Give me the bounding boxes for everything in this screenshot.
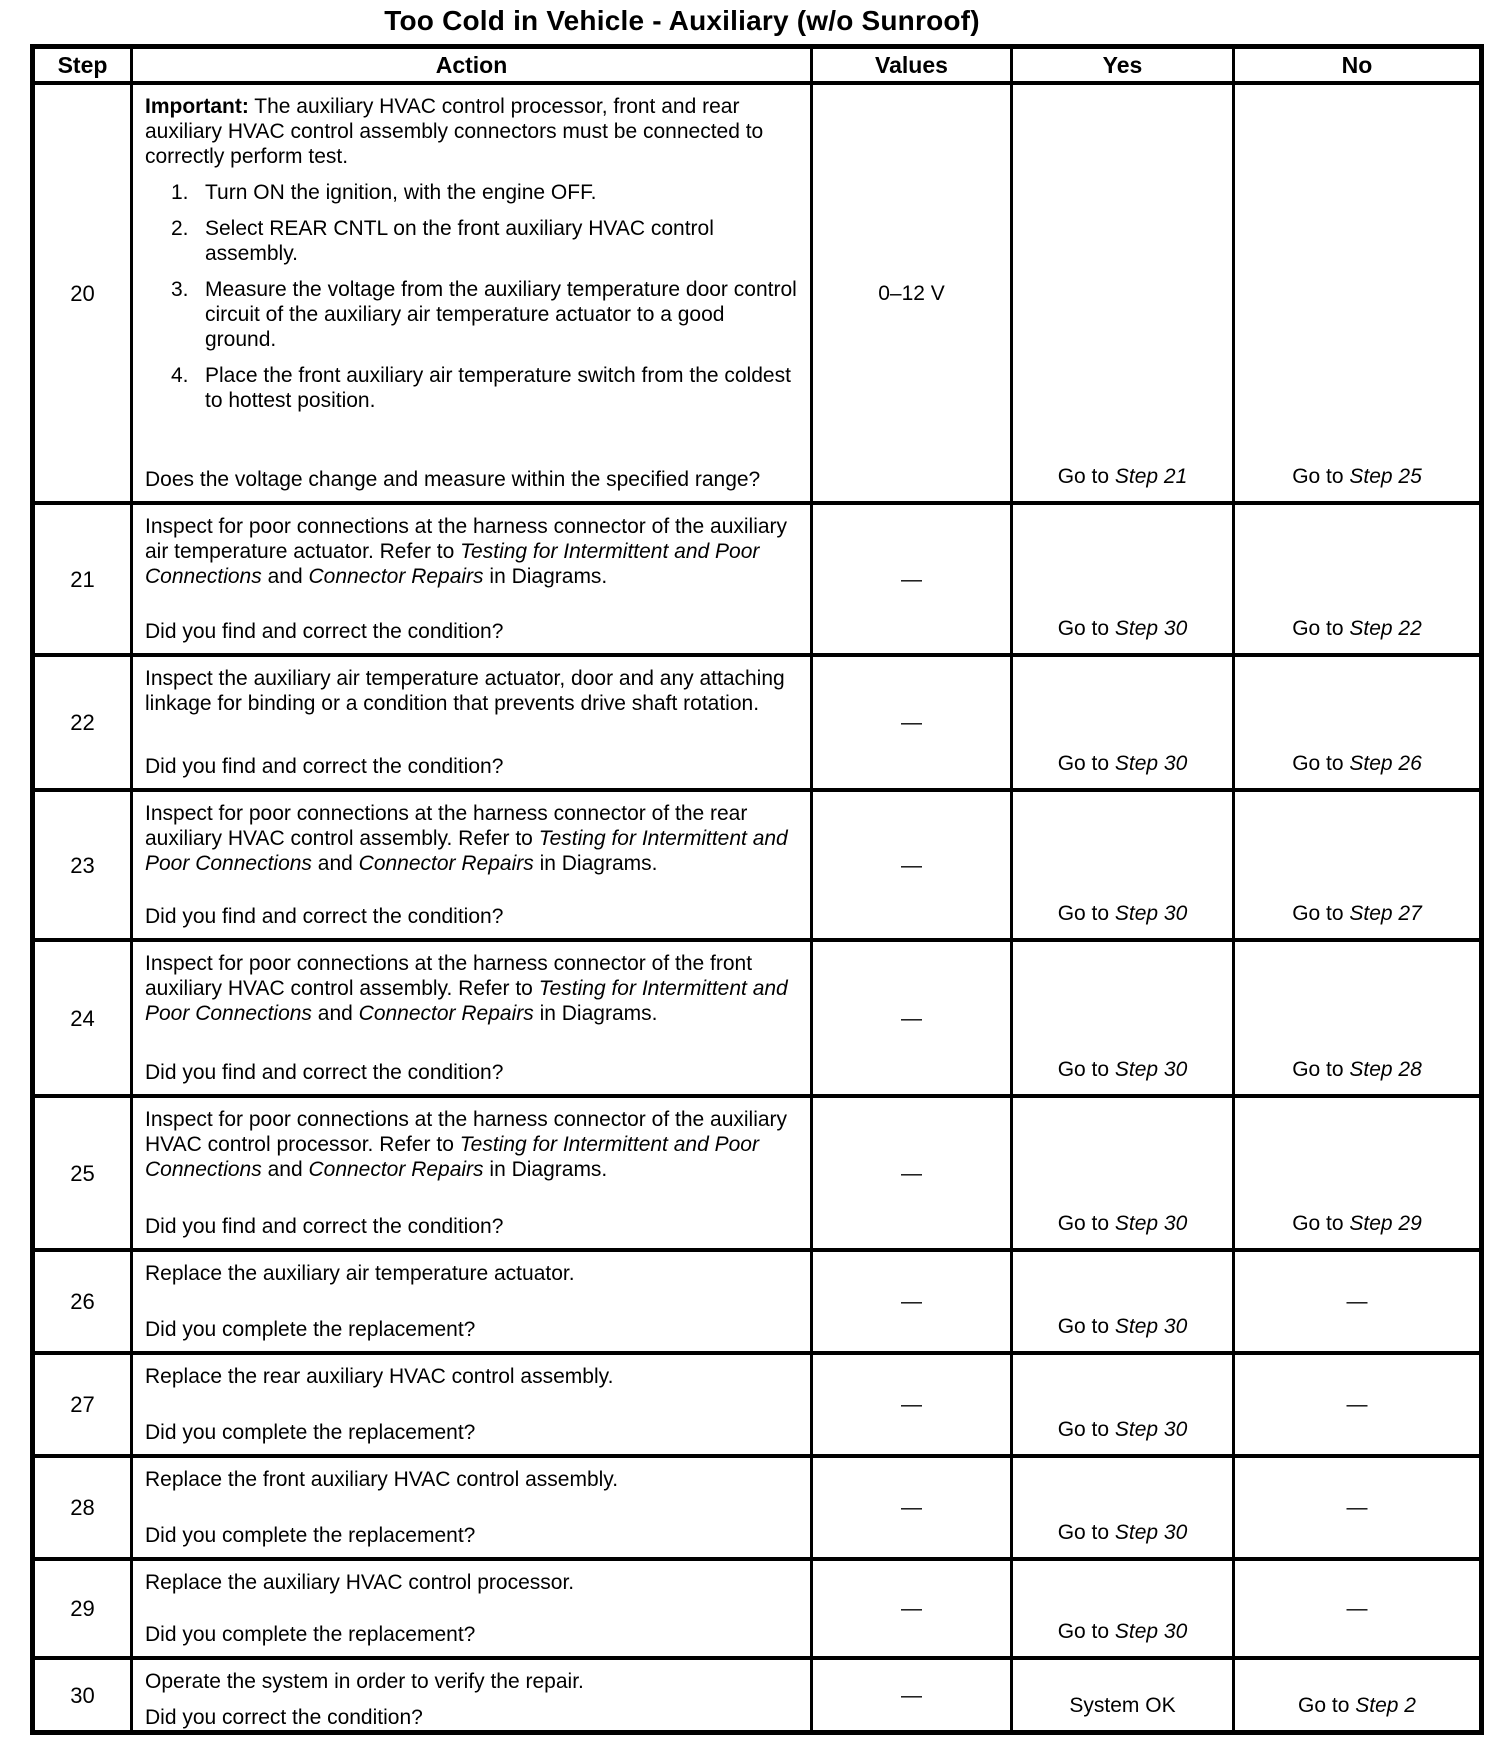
column-header-values: Values <box>813 49 1013 85</box>
action-question: Did you correct the condition? <box>145 1706 423 1729</box>
action-paragraph: Inspect for poor connections at the harness connector of the rear auxiliary HVAC control assembly. Refer to Testing for Intermittent and Poor Connections and Connector Repairs in Diagrams. <box>145 802 788 875</box>
action-question: Did you find and correct the condition? <box>145 905 504 928</box>
step-number-cell <box>35 792 133 942</box>
values-text: — <box>901 1393 922 1416</box>
yes-cell <box>1013 1252 1235 1355</box>
action-question: Did you find and correct the condition? <box>145 1215 504 1238</box>
diagnostic-table <box>30 44 1484 1735</box>
action-cell <box>133 657 813 792</box>
step-number: 22 <box>70 710 95 735</box>
step-number-cell <box>35 1355 133 1458</box>
action-question: Did you find and correct the condition? <box>145 620 504 643</box>
action-body <box>145 799 800 887</box>
action-cell <box>133 85 813 505</box>
action-cell <box>133 942 813 1098</box>
no-text: Go to Step 29 <box>1292 1212 1422 1235</box>
action-body <box>145 1362 800 1400</box>
no-cell <box>1235 657 1479 792</box>
list-marker: 2. <box>171 217 189 240</box>
step-number: 24 <box>70 1005 95 1031</box>
no-cell <box>1235 1458 1479 1561</box>
step-number-cell <box>35 1660 133 1730</box>
action-question: Did you find and correct the condition? <box>145 755 504 778</box>
action-cell <box>133 792 813 942</box>
action-paragraph: Operate the system in order to verify the repair. <box>145 1670 584 1693</box>
no-text: — <box>1346 1290 1368 1313</box>
values-text: — <box>901 1683 922 1707</box>
yes-cell <box>1013 1660 1235 1730</box>
no-text: — <box>1346 1496 1368 1519</box>
no-cell <box>1235 1098 1479 1252</box>
yes-cell <box>1013 792 1235 942</box>
list-marker: 3. <box>171 278 189 301</box>
values-cell <box>813 792 1013 942</box>
action-list-item: 3. Measure the voltage from the auxiliary temperature door control circuit of the auxiliary air temperature actuator to a good ground. <box>171 278 797 351</box>
column-header-yes: Yes <box>1013 49 1235 85</box>
step-number: 28 <box>70 1495 95 1520</box>
action-cell <box>133 505 813 657</box>
no-cell <box>1235 1355 1479 1458</box>
no-text: Go to Step 25 <box>1292 465 1422 488</box>
action-body <box>145 1667 800 1705</box>
no-cell <box>1235 1561 1479 1660</box>
values-cell <box>813 657 1013 792</box>
yes-cell <box>1013 85 1235 505</box>
values-cell <box>813 1660 1013 1730</box>
action-paragraph: Inspect for poor connections at the harness connector of the front auxiliary HVAC control assembly. Refer to Testing for Intermittent and Poor Connections and Connector Repairs in Diagrams. <box>145 952 788 1025</box>
action-question: Does the voltage change and measure within the specified range? <box>145 468 761 491</box>
yes-cell <box>1013 942 1235 1098</box>
yes-text: Go to Step 30 <box>1057 1058 1188 1081</box>
action-cell <box>133 1252 813 1355</box>
no-text: Go to Step 26 <box>1292 752 1422 775</box>
no-cell <box>1235 1252 1479 1355</box>
action-body <box>145 949 800 1037</box>
yes-text: Go to Step 30 <box>1057 617 1188 640</box>
action-body <box>145 1259 800 1297</box>
list-marker: 1. <box>171 181 189 204</box>
yes-text: Go to Step 30 <box>1057 902 1188 925</box>
yes-text: Go to Step 30 <box>1057 752 1188 775</box>
step-number: 23 <box>70 852 95 878</box>
page-title: Too Cold in Vehicle - Auxiliary (w/o Sunroof) <box>384 5 980 36</box>
action-paragraph: Replace the auxiliary air temperature actuator. <box>145 1262 575 1285</box>
action-paragraph: Replace the front auxiliary HVAC control assembly. <box>145 1468 619 1491</box>
action-cell <box>133 1458 813 1561</box>
action-question: Did you complete the replacement? <box>145 1623 476 1646</box>
action-cell <box>133 1098 813 1252</box>
values-text: — <box>901 711 922 734</box>
no-text: Go to Step 22 <box>1292 617 1422 640</box>
action-body <box>145 1105 800 1193</box>
list-marker: 4. <box>171 364 189 387</box>
action-list-item: 2. Select REAR CNTL on the front auxiliary HVAC control assembly. <box>171 217 714 265</box>
yes-text: Go to Step 30 <box>1057 1521 1188 1544</box>
step-number: 29 <box>70 1596 95 1621</box>
step-number-cell <box>35 942 133 1098</box>
column-header-step: Step <box>35 49 133 85</box>
yes-cell <box>1013 1561 1235 1660</box>
values-cell <box>813 1355 1013 1458</box>
action-body <box>145 1568 800 1606</box>
action-list-item: 4. Place the front auxiliary air temperature switch from the coldest to hottest position. <box>171 364 791 412</box>
action-body <box>145 1465 800 1503</box>
action-paragraph: Replace the auxiliary HVAC control processor. <box>145 1571 575 1594</box>
no-text: — <box>1346 1597 1368 1620</box>
step-number-cell <box>35 85 133 505</box>
step-number: 21 <box>70 566 95 592</box>
yes-cell <box>1013 1098 1235 1252</box>
values-cell <box>813 505 1013 657</box>
values-cell <box>813 1252 1013 1355</box>
yes-text: Go to Step 30 <box>1057 1418 1188 1441</box>
action-body <box>145 512 800 600</box>
values-text: — <box>901 1597 922 1620</box>
step-number: 27 <box>70 1392 95 1417</box>
action-paragraph: Important: The auxiliary HVAC control processor, front and rear auxiliary HVAC control assembly connectors must be connected to correctly perform test. <box>145 95 764 168</box>
values-text: — <box>901 1290 922 1313</box>
yes-text: System OK <box>1069 1694 1176 1717</box>
action-cell <box>133 1355 813 1458</box>
no-cell <box>1235 942 1479 1098</box>
step-number-cell <box>35 505 133 657</box>
yes-text: Go to Step 30 <box>1057 1212 1188 1235</box>
no-cell <box>1235 505 1479 657</box>
action-body <box>145 92 800 424</box>
values-text: — <box>901 1006 922 1030</box>
step-number: 26 <box>70 1289 95 1314</box>
yes-text: Go to Step 30 <box>1057 1315 1188 1338</box>
step-number-cell <box>35 1098 133 1252</box>
no-text: Go to Step 28 <box>1292 1058 1422 1081</box>
action-body <box>145 664 800 727</box>
action-cell <box>133 1561 813 1660</box>
values-text: — <box>901 853 922 877</box>
step-number-cell <box>35 1561 133 1660</box>
no-cell <box>1235 85 1479 505</box>
values-text: — <box>901 567 922 591</box>
step-number-cell <box>35 1458 133 1561</box>
step-number: 30 <box>70 1682 95 1708</box>
no-text: — <box>1346 1393 1368 1416</box>
action-paragraph: Inspect the auxiliary air temperature actuator, door and any attaching linkage for binding or a condition that prevents drive shaft rotation. <box>145 667 785 715</box>
values-cell <box>813 1561 1013 1660</box>
column-header-action: Action <box>133 49 813 85</box>
yes-text: Go to Step 30 <box>1057 1620 1188 1643</box>
action-paragraph: Replace the rear auxiliary HVAC control assembly. <box>145 1365 614 1388</box>
column-header-no: No <box>1235 49 1479 85</box>
values-cell <box>813 1098 1013 1252</box>
yes-text: Go to Step 21 <box>1057 465 1188 488</box>
action-paragraph: Inspect for poor connections at the harness connector of the auxiliary HVAC control processor. Refer to Testing for Intermittent and Poor Connections and Connector Repairs in Diagrams. <box>145 1108 788 1181</box>
values-text: 0–12 V <box>878 281 945 305</box>
step-number: 25 <box>70 1160 95 1186</box>
no-cell <box>1235 1660 1479 1730</box>
no-text: Go to Step 27 <box>1292 902 1422 925</box>
action-cell <box>133 1660 813 1730</box>
yes-cell <box>1013 505 1235 657</box>
yes-cell <box>1013 1458 1235 1561</box>
values-text: — <box>901 1496 922 1519</box>
yes-cell <box>1013 657 1235 792</box>
action-question: Did you complete the replacement? <box>145 1524 476 1547</box>
values-cell <box>813 85 1013 505</box>
action-list-item: 1. Turn ON the ignition, with the engine OFF. <box>171 181 597 204</box>
action-question: Did you complete the replacement? <box>145 1318 476 1341</box>
no-cell <box>1235 792 1479 942</box>
values-text: — <box>901 1161 922 1185</box>
step-number: 20 <box>70 280 95 306</box>
step-number-cell <box>35 657 133 792</box>
no-text: Go to Step 2 <box>1298 1694 1416 1717</box>
action-question: Did you complete the replacement? <box>145 1421 476 1444</box>
values-cell <box>813 1458 1013 1561</box>
step-number-cell <box>35 1252 133 1355</box>
action-paragraph: Inspect for poor connections at the harness connector of the auxiliary air temperature actuator. Refer to Testing for Intermittent and Poor Connections and Connector Repairs in Diagrams. <box>145 515 788 588</box>
action-question: Did you find and correct the condition? <box>145 1061 504 1084</box>
values-cell <box>813 942 1013 1098</box>
yes-cell <box>1013 1355 1235 1458</box>
